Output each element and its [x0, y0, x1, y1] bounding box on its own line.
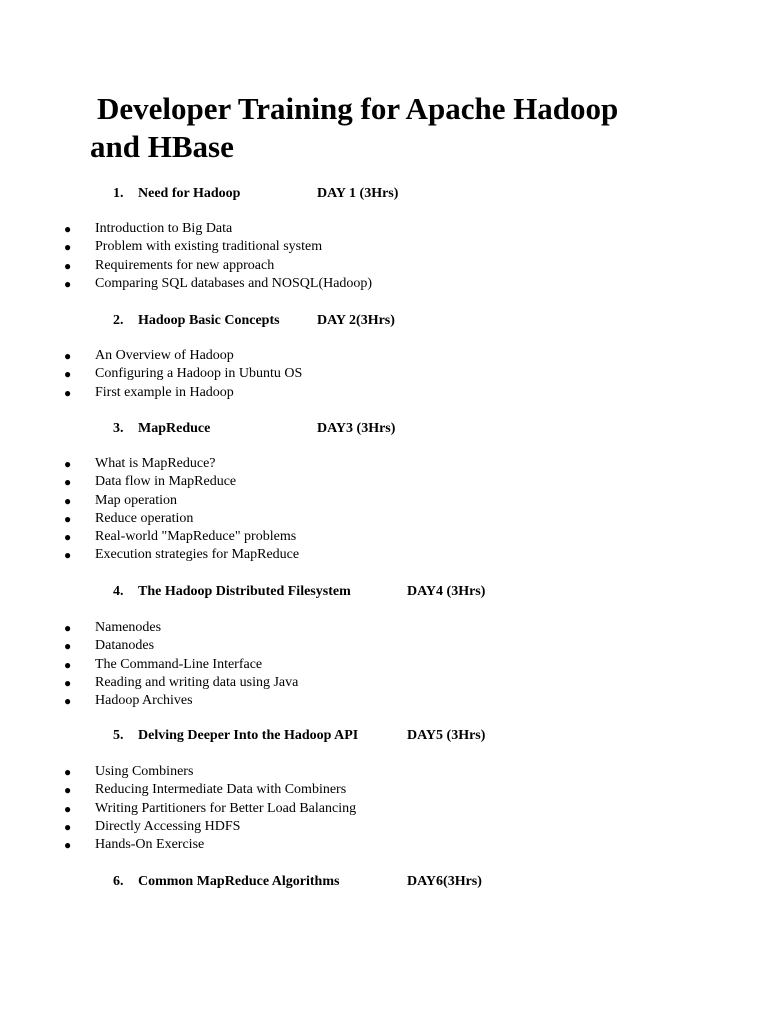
list-item: ● Reducing Intermediate Data with Combiners — [0, 781, 768, 799]
list-item: ● Problem with existing traditional system — [0, 238, 768, 256]
list-item: ● Data flow in MapReduce — [0, 473, 768, 491]
bullet-list — [0, 619, 768, 710]
bullet-icon: ● — [64, 694, 72, 709]
section-heading — [0, 419, 768, 439]
bullet-icon: ● — [64, 240, 72, 255]
bullet-icon: ● — [64, 475, 72, 490]
list-item: ● The Command-Line Interface — [0, 656, 768, 674]
section-number: 6. — [113, 874, 124, 889]
section-heading — [0, 872, 768, 892]
bullet-icon: ● — [64, 801, 72, 816]
bullet-icon: ● — [64, 349, 72, 363]
section-name: Need for Hadoop — [138, 186, 241, 201]
section-name: Hadoop Basic Concepts — [138, 313, 280, 328]
bullet-list — [0, 763, 768, 854]
bullet-icon: ● — [64, 838, 72, 853]
title-line-2: and HBase — [90, 129, 234, 164]
section-1 — [0, 184, 768, 293]
bullet-icon: ● — [64, 367, 72, 382]
list-item: ● Datanodes — [0, 637, 768, 655]
title-line-1: Developer Training for Apache Hadoop — [97, 91, 619, 126]
section-number: 5. — [113, 728, 124, 743]
list-item: ● Namenodes — [0, 619, 768, 637]
list-item: ● Hadoop Archives — [0, 692, 768, 710]
bullet-icon: ● — [64, 675, 72, 690]
section-day: DAY 2(3Hrs) — [317, 313, 395, 328]
section-day: DAY5 (3Hrs) — [407, 728, 486, 743]
list-item: ● What is MapReduce? — [0, 455, 768, 473]
section-day: DAY6(3Hrs) — [407, 874, 482, 889]
section-heading — [0, 311, 768, 331]
bullet-icon: ● — [64, 819, 72, 834]
list-item: ● Requirements for new approach — [0, 257, 768, 275]
bullet-icon: ● — [64, 530, 72, 545]
list-item: ● Hands-On Exercise — [0, 836, 768, 854]
section-name: Common MapReduce Algorithms — [138, 874, 340, 889]
bullet-icon: ● — [64, 493, 72, 508]
section-name: Delving Deeper Into the Hadoop API — [138, 728, 359, 743]
list-item: ● Configuring a Hadoop in Ubuntu OS — [0, 365, 768, 383]
list-item: ● First example in Hadoop — [0, 384, 768, 402]
bullet-icon: ● — [64, 657, 72, 672]
section-name: The Hadoop Distributed Filesystem — [138, 584, 351, 599]
bullet-icon: ● — [64, 385, 72, 400]
bullet-icon: ● — [64, 276, 72, 291]
list-item: ● Real-world "MapReduce" problems — [0, 528, 768, 546]
bullet-icon: ● — [64, 457, 72, 471]
bullet-list — [0, 455, 768, 565]
section-2 — [0, 311, 768, 402]
list-item: ● Reduce operation — [0, 510, 768, 528]
list-item: ● An Overview of Hadoop — [0, 347, 768, 365]
list-item: ● Writing Partitioners for Better Load Balancing — [0, 800, 768, 818]
section-6 — [0, 872, 768, 892]
section-day: DAY4 (3Hrs) — [407, 584, 486, 599]
bullet-icon: ● — [64, 258, 72, 273]
section-number: 1. — [113, 186, 124, 201]
bullet-icon: ● — [64, 621, 72, 635]
section-heading — [0, 582, 768, 602]
section-3 — [0, 419, 768, 565]
bullet-icon: ● — [64, 548, 72, 563]
bullet-list — [0, 220, 768, 293]
list-item: ● Comparing SQL databases and NOSQL(Hadoop) — [0, 275, 768, 293]
section-day: DAY3 (3Hrs) — [317, 421, 396, 436]
list-item: ● Reading and writing data using Java — [0, 674, 768, 692]
bullet-icon: ● — [64, 639, 72, 654]
bullet-icon: ● — [64, 511, 72, 526]
bullet-icon: ● — [64, 765, 72, 779]
section-number: 4. — [113, 584, 124, 599]
list-item: ● Using Combiners — [0, 763, 768, 781]
section-number: 3. — [113, 421, 124, 436]
list-item: ● Introduction to Big Data — [0, 220, 768, 238]
section-number: 2. — [113, 313, 124, 328]
document-title — [90, 90, 730, 166]
section-day: DAY 1 (3Hrs) — [317, 186, 399, 201]
section-5 — [0, 726, 768, 854]
section-heading — [0, 726, 768, 746]
section-name: MapReduce — [138, 421, 211, 436]
section-heading — [0, 184, 768, 204]
list-item: ● Execution strategies for MapReduce — [0, 546, 768, 564]
list-item: ● Map operation — [0, 492, 768, 510]
section-4 — [0, 582, 768, 710]
bullet-list — [0, 347, 768, 402]
list-item: ● Directly Accessing HDFS — [0, 818, 768, 836]
bullet-icon: ● — [64, 222, 72, 236]
bullet-icon: ● — [64, 783, 72, 798]
